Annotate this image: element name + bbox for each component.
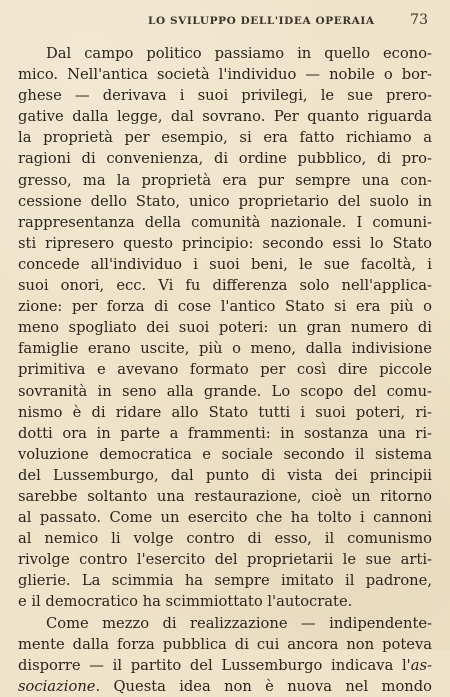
text-line: mente dalla forza pubblica di cui ancora non poteva	[18, 635, 432, 653]
text-line: e il democratico ha scimmiottato l'autocrate.	[18, 593, 353, 611]
text-line: al nemico li volge contro di esso, il comunismo	[18, 530, 432, 548]
text-line: sovranità in seno alla grande. Lo scopo del comu-	[18, 382, 432, 400]
text-line: al passato. Come un esercito che ha tolto i cannoni	[18, 509, 432, 527]
text-line: ghese — derivava i suoi privilegi, le sue prero-	[18, 87, 432, 105]
text-line: rivolge contro l'esercito del proprietarii le sue arti-	[18, 551, 432, 569]
text-line: la proprietà per esempio, si era fatto richiamo a	[18, 129, 432, 147]
text-line: voluzione democratica e sociale secondo il sistema	[18, 445, 432, 463]
text-line	[18, 676, 432, 697]
text-line: rappresentanza della comunità nazionale. I comuni-	[18, 213, 432, 231]
text-line: cessione dello Stato, unico proprietario del suolo in	[18, 192, 432, 210]
text-line: zione: per forza di cose l'antico Stato si era più o	[18, 298, 432, 316]
text-line: Come mezzo di realizzazione — indipendente-	[46, 614, 432, 632]
text-line: nismo è di ridare allo Stato tutti i suoi poteri, ri-	[18, 403, 432, 421]
text-line: gative dalla legge, dal sovrano. Per quanto riguarda	[18, 108, 432, 126]
body-text	[18, 43, 432, 697]
paragraph-2	[18, 613, 432, 697]
text-line: del Lussemburgo, dal punto di vista dei principii	[18, 466, 432, 484]
text-line: suoi onori, ecc. Vi fu differenza solo nell'applica-	[18, 277, 432, 295]
text-line: sti ripresero questo principio: secondo essi lo Stato	[18, 234, 432, 252]
text-fragment: . Questa idea non è nuova nel mondo	[95, 677, 432, 695]
text-line: primitiva e avevano formato per così dire piccole	[18, 361, 432, 379]
text-line: meno spogliato dei suoi poteri: un gran numero di	[18, 319, 432, 337]
text-line: glierie. La scimmia ha sempre imitato il padrone,	[18, 572, 432, 590]
text-line: dotti ora in parte a frammenti: in sostanza una ri-	[18, 424, 432, 442]
page-number: 73	[410, 12, 428, 28]
text-line: mico. Nell'antica società l'individuo — nobile o bor-	[18, 66, 432, 84]
text-line: concede all'individuo i suoi beni, le sue facoltà, i	[18, 255, 432, 273]
text-line: gresso, ma la proprietà era pur sempre una con-	[18, 171, 432, 189]
running-head	[18, 10, 432, 32]
italic-fragment: as-	[410, 656, 432, 674]
paragraph-1	[18, 43, 432, 613]
text-line: Dal campo politico passiamo in quello econo-	[46, 45, 432, 62]
running-title: LO SVILUPPO DELL'IDEA OPERAIA	[148, 15, 375, 27]
text-line: famiglie erano uscite, più o meno, dalla indivisione	[18, 340, 432, 358]
text-line: sarebbe soltanto una restaurazione, cioè un ritorno	[18, 487, 432, 505]
text-fragment: disporre — il partito del Lussemburgo indicava l'	[18, 656, 411, 674]
text-line	[18, 655, 432, 676]
text-line: ragioni di convenienza, di ordine pubblico, di pro-	[18, 150, 432, 168]
italic-fragment: sociazione	[18, 677, 96, 695]
